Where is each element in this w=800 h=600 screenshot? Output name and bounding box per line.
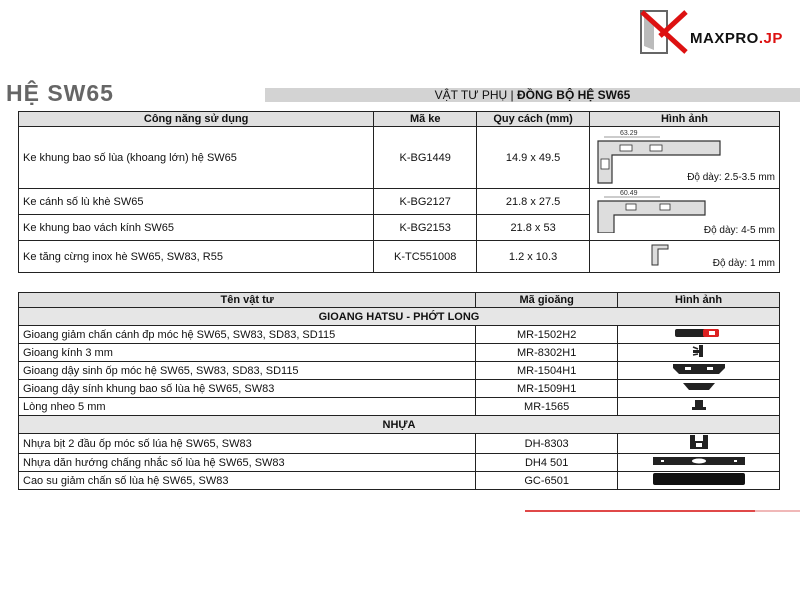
header-image: Hình ảnh (618, 293, 780, 308)
cell-image (618, 472, 780, 490)
cell-spec: 21.8 x 53 (477, 215, 590, 241)
cell-image (589, 241, 779, 273)
cell-image (589, 189, 779, 241)
header-use: Công năng sử dụng (19, 112, 374, 127)
svg-text:60.49: 60.49 (619, 190, 638, 197)
cell-name: Nhựa dăn hướng chấng nhắc số lùa hệ SW65, SW83 (19, 454, 476, 472)
cell-code: DH-8303 (476, 434, 618, 454)
table-row (19, 326, 780, 344)
brand-logo (640, 10, 783, 54)
mesh-gasket-image (689, 398, 709, 412)
brush-gasket-image (669, 362, 729, 376)
table-header-row (19, 112, 780, 127)
table-row (19, 241, 780, 273)
cell-use: Ke khung bao vách kính SW65 (19, 215, 374, 241)
thickness-label: Độ dày: 2.5-3.5 mm (687, 172, 775, 183)
cell-code: MR-8302H1 (476, 344, 618, 362)
cell-code: K-BG1449 (374, 127, 477, 189)
cell-code: MR-1502H2 (476, 326, 618, 344)
cell-code: MR-1504H1 (476, 362, 618, 380)
cell-spec: 14.9 x 49.5 (477, 127, 590, 189)
cell-code: MR-1565 (476, 398, 618, 416)
table-row (19, 398, 780, 416)
section-row (19, 416, 780, 434)
cell-name: Gioang dậy sinh ốp móc hệ SW65, SW83, SD83, SD115 (19, 362, 476, 380)
cell-image (618, 454, 780, 472)
rubber-damper-image (651, 472, 747, 486)
cell-use: Ke tăng cừng inox hè SW65, SW83, R55 (19, 241, 374, 273)
subtitle-bar (265, 88, 800, 102)
table-row (19, 380, 780, 398)
cell-code: GC-6501 (476, 472, 618, 490)
cell-code: K-TC551008 (374, 241, 477, 273)
header-name: Tên vật tư (19, 293, 476, 308)
section-row (19, 308, 780, 326)
cell-image (618, 398, 780, 416)
logo-text: MAXPRO.JP (690, 30, 783, 47)
cell-image (618, 344, 780, 362)
header-spec: Quy cách (mm) (477, 112, 590, 127)
table-row (19, 434, 780, 454)
cell-name: Gioang giảm chấn cánh đp móc hệ SW65, SW83, SD83, SD115 (19, 326, 476, 344)
header-code: Mã gioăng (476, 293, 618, 308)
cell-code: K-BG2127 (374, 189, 477, 215)
thickness-label: Độ dày: 1 mm (712, 258, 775, 269)
cell-image (618, 326, 780, 344)
table-row (19, 454, 780, 472)
table-row (19, 362, 780, 380)
subtitle: VẬT TƯ PHỤ | ĐỒNG BỘ HỆ SW65 (434, 88, 631, 102)
section-title: GIOANG HATSU - PHỚT LONG (19, 308, 780, 326)
guide-plastic-image (651, 455, 747, 467)
thickness-label: Độ dày: 4-5 mm (703, 225, 775, 236)
cell-name: Gioang kính 3 mm (19, 344, 476, 362)
accessory-table (18, 111, 780, 273)
svg-text:63.29: 63.29 (619, 130, 638, 137)
table-row (19, 344, 780, 362)
cell-code: DH4 501 (476, 454, 618, 472)
section-title: NHỰA (19, 416, 780, 434)
table-header-row (19, 293, 780, 308)
cell-spec: 1.2 x 10.3 (477, 241, 590, 273)
logo-mark-icon (640, 10, 688, 54)
cell-use: Ke cánh số lù khè SW65 (19, 189, 374, 215)
header-code: Mã ke (374, 112, 477, 127)
cell-image (618, 362, 780, 380)
cell-name: Gioang dậy sính khung bao số lùa hệ SW65, SW83 (19, 380, 476, 398)
end-cap-plastic-image (687, 434, 711, 450)
cell-code: K-BG2153 (374, 215, 477, 241)
cell-code: MR-1509H1 (476, 380, 618, 398)
frame-brush-gasket-image (679, 381, 719, 393)
damping-gasket-image (673, 326, 725, 340)
cell-name: Cao su giảm chấn số lùa hệ SW65, SW83 (19, 472, 476, 490)
cell-name: Lòng nheo 5 mm (19, 398, 476, 416)
glass-gasket-image (689, 344, 709, 358)
page-title: HỆ SW65 (6, 80, 114, 106)
table-row (19, 472, 780, 490)
table-row (19, 189, 780, 215)
cell-name: Nhựa bịt 2 đầu ốp móc số lúa hệ SW65, SW83 (19, 434, 476, 454)
gasket-table (18, 292, 780, 490)
cell-image (618, 434, 780, 454)
cell-image (618, 380, 780, 398)
table-row (19, 127, 780, 189)
decorative-red-line (525, 510, 800, 512)
cell-use: Ke khung bao số lùa (khoang lớn) hệ SW65 (19, 127, 374, 189)
cell-spec: 21.8 x 27.5 (477, 189, 590, 215)
header-image: Hình ảnh (589, 112, 779, 127)
cell-image (589, 127, 779, 189)
